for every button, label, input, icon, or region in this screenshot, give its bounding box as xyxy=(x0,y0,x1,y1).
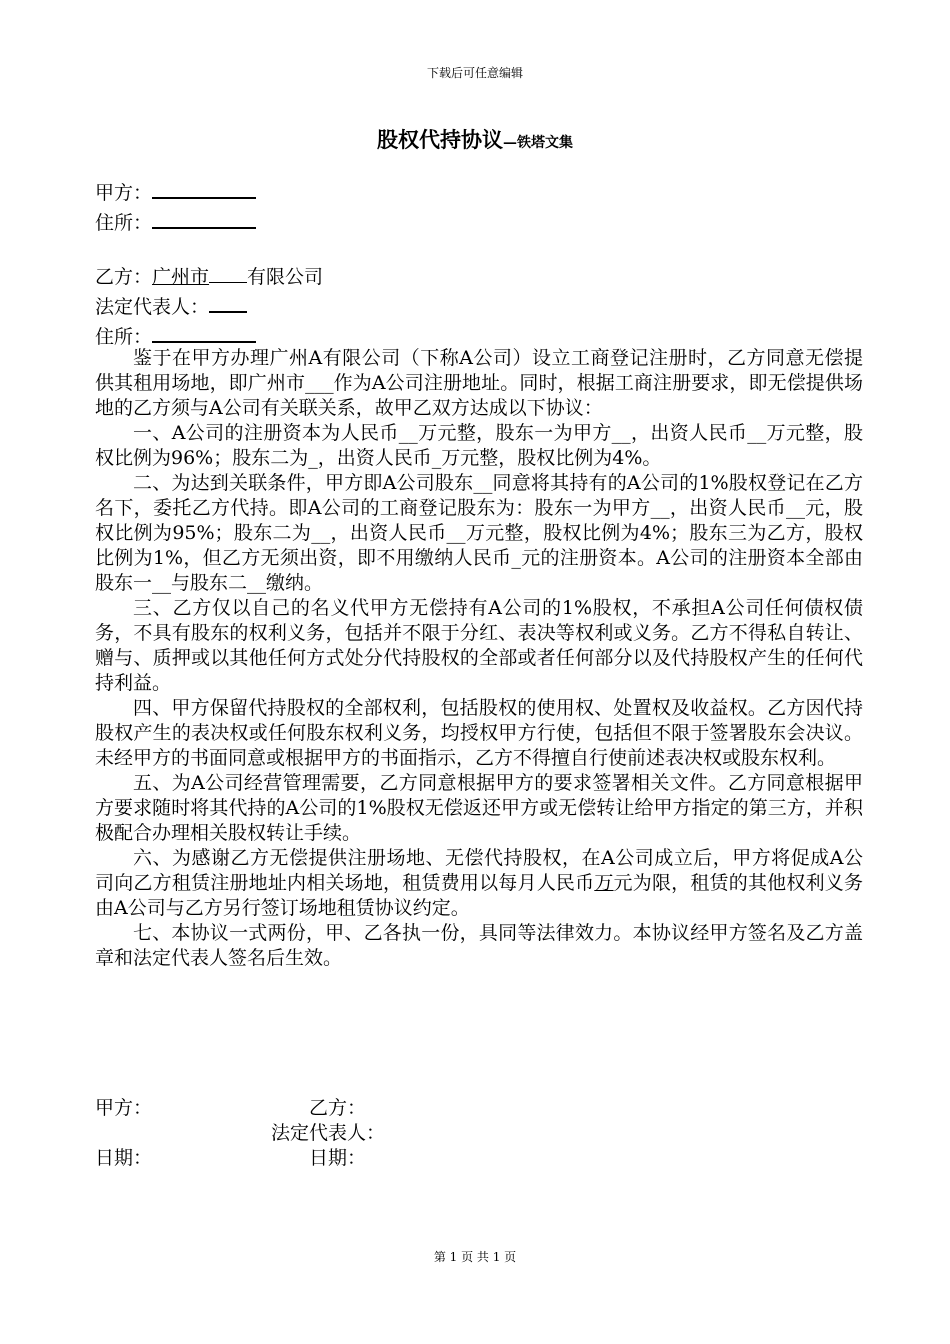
party-a-address-blank xyxy=(152,206,256,229)
signature-block xyxy=(95,1096,863,1171)
sign-rep: 法定代表人： xyxy=(271,1122,386,1144)
signature-row-dates xyxy=(95,1146,863,1171)
sign-date-a: 日期： xyxy=(95,1147,153,1169)
header-note: 下载后可任意编辑 xyxy=(426,66,523,80)
clause-6-tail: 元为限，租赁的其他权利义务由A公司与乙方另行签订场地租赁协议约定。 xyxy=(95,872,863,919)
party-info xyxy=(95,176,863,350)
party-b-name-prefix: 广州市 xyxy=(152,266,210,288)
party-a-blank xyxy=(152,176,256,199)
clause-1: 一、A公司的注册资本为人民币__万元整，股东一为甲方__，出资人民币__万元整，股权比例为96%；股东二为_，出资人民币_万元整，股权比例为4%。 xyxy=(95,422,863,469)
clause-4: 四、甲方保留代持股权的全部权利，包括股权的使用权、处置权及收益权。乙方因代持股权产生的表决权或任何股东权利义务，均授权甲方行使，包括但不限于签署股东会决议。未经甲方的书面同意或根据甲方的书面指示，乙方不得擅自行使前述表决权或股东权利。 xyxy=(95,697,863,769)
party-b-name-suffix: 有限公司 xyxy=(247,266,324,288)
party-b-label: 乙方： xyxy=(95,266,153,288)
signature-row-rep xyxy=(95,1121,863,1146)
clause-5: 五、为A公司经营管理需要，乙方同意根据甲方的要求签署相关文件。乙方同意根据甲方要求随时将其代持的A公司的1%股权无偿返还甲方或无偿转让给甲方指定的第三方，并积极配合办理相关股权转让手续。 xyxy=(95,772,863,844)
page-footer: 第 1 页 共 1 页 xyxy=(433,1250,517,1264)
party-a-address-line xyxy=(95,206,863,236)
party-b-address-blank xyxy=(152,320,256,343)
clause-6 xyxy=(95,846,863,921)
title-suffix: —铁塔文集 xyxy=(503,135,573,151)
party-b-rep-label: 法定代表人： xyxy=(95,296,210,318)
sign-date-b: 日期： xyxy=(309,1147,367,1169)
party-b-name-blank xyxy=(209,261,247,283)
sign-party-a: 甲方： xyxy=(95,1097,153,1119)
signature-row-parties xyxy=(95,1096,863,1121)
agreement-body xyxy=(95,346,863,971)
party-a-label: 甲方： xyxy=(95,182,153,204)
document-title xyxy=(0,124,950,154)
clause-6-text: 六、为感谢乙方无偿提供注册场地、无偿代持股权，在A公司成立后，甲方将促成A公司向乙方租赁注册地址内相关场地，租赁费用以每月人民币 xyxy=(95,847,863,894)
clause-2: 二、为达到关联条件，甲方即A公司股东__同意将其持有的A公司的1%股权登记在乙方名下，委托乙方代持。即A公司的工商登记股东为：股东一为甲方__，出资人民币__元，股权比例为95%；股东二为__，出资人民币__万元整，股权比例为4%；股东三为乙方，股权比例为1%，但乙方无须出资，即不用缴纳人民币_元的注册资本。A公司的注册资本全部由股东一__与股东二__缴纳。 xyxy=(95,472,863,594)
clause-7: 七、本协议一式两份，甲、乙各执一份，具同等法律效力。本协议经甲方签名及乙方盖章和法定代表人签名后生效。 xyxy=(95,922,863,969)
party-b-address-label: 住所： xyxy=(95,326,153,348)
preamble-paragraph: 鉴于在甲方办理广州A有限公司（下称A公司）设立工商登记注册时，乙方同意无偿提供其租用场地，即广州市___作为A公司注册地址。同时，根据工商注册要求，即无偿提供场地的乙方须与A公司有关联关系，故甲乙双方达成以下协议： xyxy=(95,347,863,419)
clause-6-amount: 万 xyxy=(594,872,614,894)
party-a-line xyxy=(95,176,863,206)
clause-3: 三、乙方仅以自己的名义代甲方无偿持有A公司的1%股权，不承担A公司任何债权债务，不具有股东的权利义务，包括并不限于分红、表决等权利或义务。乙方不得私自转让、赠与、质押或以其他任何方式处分代持股权的全部或者任何部分以及代持股权产生的任何代持利益。 xyxy=(95,597,863,694)
title-text: 股权代持协议 xyxy=(377,127,503,152)
party-b-rep-line xyxy=(95,290,863,320)
spacer xyxy=(95,236,863,261)
party-b-rep-blank xyxy=(209,290,247,313)
sign-party-b: 乙方： xyxy=(309,1097,367,1119)
party-b-line xyxy=(95,261,863,290)
party-a-address-label: 住所： xyxy=(95,212,153,234)
